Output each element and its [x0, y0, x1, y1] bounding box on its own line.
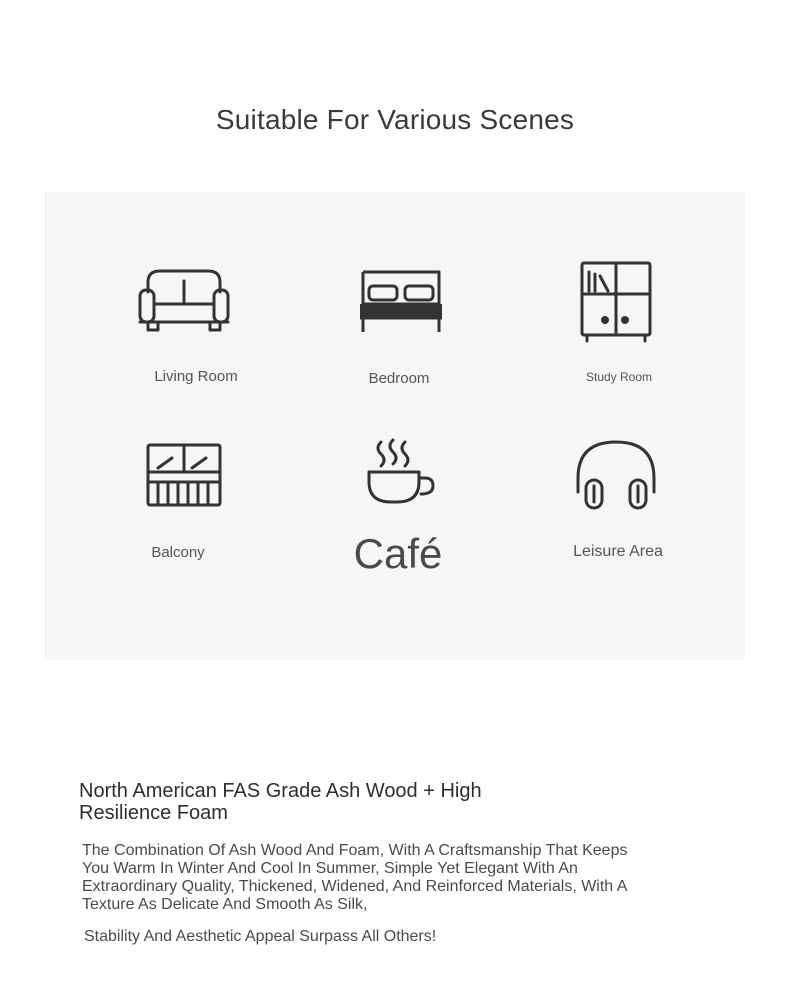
bookshelf-icon — [579, 260, 653, 344]
material-heading: North American FAS Grade Ash Wood + High Resilience Foam — [79, 780, 482, 824]
scene-label-balcony: Balcony — [151, 544, 205, 561]
coffee-cup-icon — [365, 438, 437, 510]
sofa-icon — [138, 268, 230, 334]
material-tagline: Stability And Aesthetic Appeal Surpass All Others! — [84, 928, 437, 945]
scene-label-bedroom: Bedroom — [368, 370, 430, 387]
bed-icon — [357, 268, 445, 334]
material-description: The Combination Of Ash Wood And Foam, With A Craftsmanship That Keeps You Warm In Winter And Cool In Summer, Simple Yet Elegant With An Extraordinary Quality, Thickened, Widened, And Reinforced Materials, With A Texture As Delicate And Smooth As Silk, — [82, 842, 628, 913]
balcony-icon — [144, 442, 224, 510]
scene-label-cafe: Café — [353, 530, 443, 577]
scene-label-study-room: Study Room — [585, 370, 653, 384]
scene-label-leisure-area: Leisure Area — [573, 543, 663, 560]
section-title: Suitable For Various Scenes — [215, 104, 575, 135]
headphones-icon — [574, 438, 658, 512]
scene-label-living-room: Living Room — [154, 368, 238, 385]
